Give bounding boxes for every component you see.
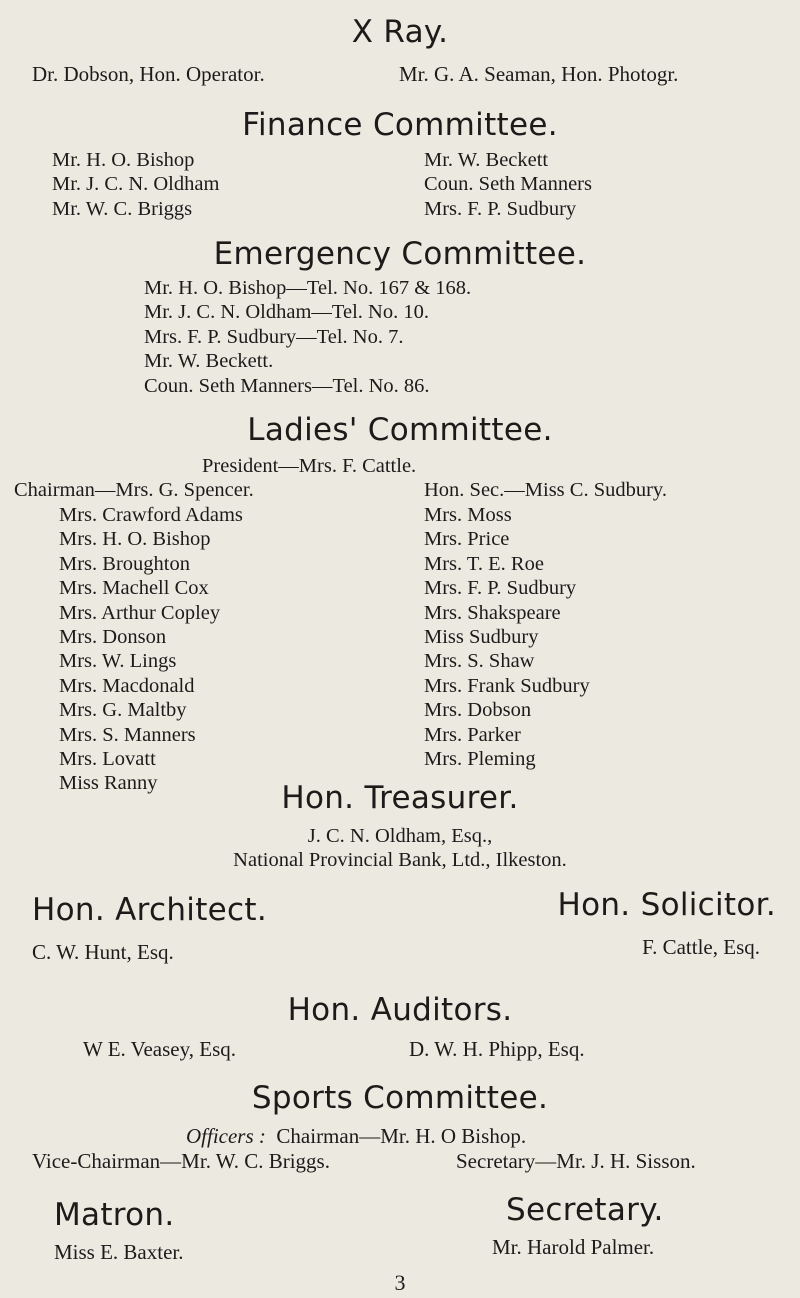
list-item: Mrs. H. O. Bishop bbox=[59, 528, 211, 551]
sports-vice-chairman: Vice-Chairman—Mr. W. C. Briggs. bbox=[32, 1149, 330, 1173]
list-item: Mrs. Donson bbox=[59, 625, 167, 648]
list-item: Mrs. W. Lings bbox=[59, 650, 177, 673]
architect-name: C. W. Hunt, Esq. bbox=[32, 940, 174, 964]
sports-officers-line bbox=[186, 1124, 526, 1149]
architect-heading: Hon. Architect. bbox=[32, 892, 267, 928]
list-item: Mrs. T. E. Roe bbox=[424, 552, 544, 575]
matron-heading: Matron. bbox=[54, 1197, 175, 1233]
list-item: Mrs. Price bbox=[424, 528, 510, 551]
list-item: Mr. J. C. N. Oldham bbox=[52, 173, 220, 196]
list-item: Mrs. Arthur Copley bbox=[59, 601, 221, 624]
list-item: Coun. Seth Manners—Tel. No. 86. bbox=[144, 374, 430, 397]
list-item: Mrs. F. P. Sudbury bbox=[424, 577, 577, 600]
list-item: Mrs. Broughton bbox=[59, 552, 190, 575]
emergency-heading: Emergency Committee. bbox=[213, 236, 587, 272]
list-item: Mr. H. O. Bishop bbox=[52, 149, 195, 171]
list-item: Mrs. S. Manners bbox=[59, 723, 196, 746]
xray-heading: X Ray. bbox=[351, 14, 449, 50]
sports-chairman: Chairman—Mr. H. O Bishop. bbox=[276, 1124, 527, 1148]
auditor-left: W E. Veasey, Esq. bbox=[83, 1037, 236, 1061]
list-item: Mrs. Dobson bbox=[424, 699, 532, 722]
list-item: Mrs. F. P. Sudbury—Tel. No. 7. bbox=[144, 325, 404, 348]
list-item: Mrs. Frank Sudbury bbox=[424, 674, 590, 697]
xray-photographer: Mr. G. A. Seaman, Hon. Photogr. bbox=[399, 62, 679, 86]
emergency-list bbox=[144, 276, 471, 398]
ladies-president: President—Mrs. F. Cattle. bbox=[202, 455, 417, 477]
ladies-right-list bbox=[424, 503, 590, 771]
matron-name: Miss E. Baxter. bbox=[54, 1240, 184, 1264]
list-item: Mrs. Macdonald bbox=[59, 674, 195, 697]
treasurer-heading: Hon. Treasurer. bbox=[281, 780, 519, 816]
auditor-right: D. W. H. Phipp, Esq. bbox=[409, 1037, 585, 1061]
solicitor-heading: Hon. Solicitor. bbox=[557, 887, 776, 923]
list-item: Coun. Seth Manners bbox=[424, 173, 592, 196]
treasurer-name: J. C. N. Oldham, Esq., bbox=[307, 825, 493, 847]
page-number: 3 bbox=[394, 1270, 406, 1295]
secretary-heading: Secretary. bbox=[506, 1192, 664, 1228]
ladies-left-list bbox=[59, 503, 243, 796]
finance-right-list bbox=[424, 148, 592, 221]
list-item: Mrs. G. Maltby bbox=[59, 699, 187, 722]
sports-heading: Sports Committee. bbox=[251, 1080, 549, 1116]
list-item: Mrs. S. Shaw bbox=[424, 650, 535, 673]
list-item: Mrs. Parker bbox=[424, 723, 521, 746]
list-item: Mr. W. Beckett. bbox=[144, 350, 274, 373]
list-item: Mrs. Lovatt bbox=[59, 747, 156, 770]
list-item: Mrs. Crawford Adams bbox=[59, 504, 243, 526]
finance-left-list bbox=[52, 148, 219, 221]
officers-label: Officers : bbox=[186, 1124, 266, 1148]
list-item: Mrs. Moss bbox=[424, 504, 512, 526]
ladies-hon-sec: Hon. Sec.—Miss C. Sudbury. bbox=[424, 479, 667, 501]
auditors-heading: Hon. Auditors. bbox=[287, 992, 513, 1028]
ladies-heading: Ladies' Committee. bbox=[247, 412, 553, 448]
list-item: Miss Ranny bbox=[59, 772, 158, 795]
solicitor-name: F. Cattle, Esq. bbox=[642, 935, 760, 959]
secretary-name: Mr. Harold Palmer. bbox=[492, 1235, 655, 1259]
sports-secretary: Secretary—Mr. J. H. Sisson. bbox=[456, 1149, 696, 1173]
list-item: Mr. W. Beckett bbox=[424, 149, 549, 171]
xray-operator: Dr. Dobson, Hon. Operator. bbox=[32, 62, 265, 86]
list-item: Mrs. F. P. Sudbury bbox=[424, 197, 577, 220]
finance-heading: Finance Committee. bbox=[242, 107, 558, 143]
list-item: Miss Sudbury bbox=[424, 625, 539, 648]
treasurer-bank: National Provincial Bank, Ltd., Ilkeston. bbox=[233, 849, 567, 871]
list-item: Mrs. Shakspeare bbox=[424, 601, 561, 624]
list-item: Mr. H. O. Bishop—Tel. No. 167 & 168. bbox=[144, 277, 472, 299]
list-item: Mrs. Machell Cox bbox=[59, 577, 209, 600]
list-item: Mr. J. C. N. Oldham—Tel. No. 10. bbox=[144, 301, 429, 324]
ladies-chairman: Chairman—Mrs. G. Spencer. bbox=[14, 479, 254, 501]
list-item: Mrs. Pleming bbox=[424, 747, 536, 770]
list-item: Mr. W. C. Briggs bbox=[52, 197, 193, 220]
